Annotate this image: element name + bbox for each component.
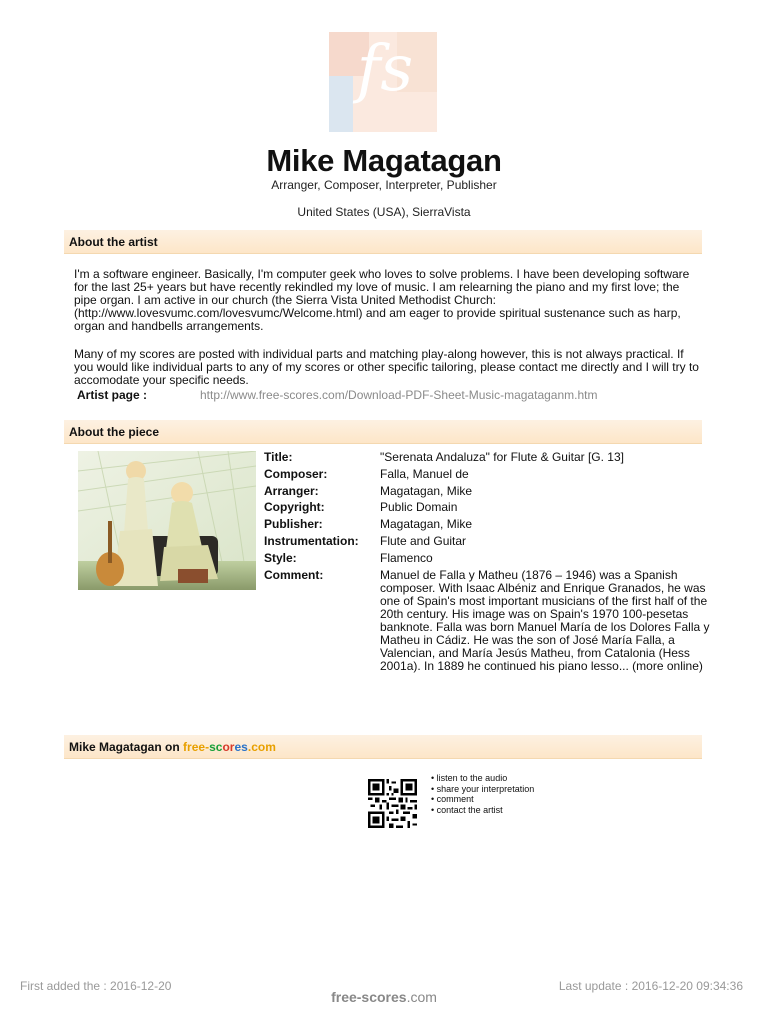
brand-letter: c [251,740,258,754]
free-scores-logo [329,32,437,132]
copyright-value: Public Domain [380,500,458,514]
artist-name: Mike Magatagan [266,143,502,178]
artist-roles: Arranger, Composer, Interpreter, Publisher [271,178,497,192]
last-update-date: Last update : 2016-12-20 09:34:36 [558,979,743,993]
brand-letter: c [215,740,223,754]
title-label: Title: [264,450,293,464]
copyright-label: Copyright: [264,500,325,514]
brand-letter: s [241,740,248,754]
brand-letter: e [198,740,206,754]
artist-page-link[interactable]: http://www.free-scores.com/Download-PDF-Sheet-Music-magataganm.htm [200,388,598,402]
feature-comment: • comment [431,794,474,804]
arranger-value: Magatagan, Mike [380,484,473,498]
freescores-brand-link[interactable] [183,740,276,754]
instrumentation-label: Instrumentation: [264,534,359,548]
publisher-label: Publisher: [264,517,323,531]
brand-letter: s [209,740,216,754]
brand-letter: r [229,740,235,754]
on-freescores-prefix: Mike Magatagan on [69,740,184,754]
brand-letter: o [257,740,266,754]
about-artist-heading: About the artist [64,230,702,254]
footer-logo-tld: .com [406,989,437,1005]
footer-freescores-logo[interactable] [0,989,768,1005]
artist-bio-paragraph-1: I'm a software engineer. Basically, I'm computer geek who loves to solve problems. I have been developing software for the last 25+ years but have recently rekindled my love of music. I am relearning the piano and my first love; the pipe organ. I am active in our church (the Sierra Vista United Methodist Church: (http://www.lovesvumc.com/lovesvumc/Welcome.html) and am eager to provide spiritual sustenance such as harp, organ and handbells arrangements. [74,267,690,333]
svg-text:fs: fs [356,32,414,106]
feature-share-interpretation: • share your interpretation [431,783,535,794]
about-piece-heading: About the piece [64,420,702,444]
qr-code[interactable] [367,779,418,828]
instrumentation-value: Flute and Guitar [380,534,467,548]
title-value: "Serenata Andaluza" for Flute & Guitar [G. 13] [380,450,624,464]
footer-logo-main: free-scores [331,989,407,1005]
brand-letter: o [222,740,230,754]
arranger-label: Arranger: [264,484,319,498]
comment-label: Comment: [264,568,324,582]
performers-photo [78,451,256,590]
on-freescores-heading [64,735,702,759]
brand-letter: e [191,740,199,754]
style-value: Flamenco [380,551,433,565]
brand-letter: f [183,740,188,754]
feature-contact-artist: • contact the artist [431,804,503,815]
brand-letter: m [265,740,276,754]
brand-letter: . [247,740,252,754]
style-label: Style: [264,551,297,565]
composer-label: Composer: [264,467,328,481]
brand-letter: - [205,740,210,754]
first-added-date: First added the : 2016-12-20 [20,979,172,993]
brand-letter: r [187,740,192,754]
artist-location: United States (USA), SierraVista [297,205,471,219]
brand-letter: e [234,740,242,754]
composer-value: Falla, Manuel de [380,467,469,481]
publisher-value: Magatagan, Mike [380,517,473,531]
feature-listen-audio: • listen to the audio [431,773,508,783]
artist-bio-paragraph-2: Many of my scores are posted with individual parts and matching play-along however, this is not always practical. If you would like individual parts to any of my scores or other specific tailoring, please contact me directly and I will try to accomodate your specific needs. [74,347,699,387]
comment-value: Manuel de Falla y Matheu (1876 – 1946) was a Spanish composer. With Isaac Albéniz and Enrique Granados, he was one of Spain's most important musicians of the first half of the 20th century. His image was on Spain's 1970 100-pesetas banknote. Falla was born Manuel María de los Dolores Falla y Matheu in Cádiz. He was the son of José María Falla, a Valencian, and María Jesús Matheu, from Catalonia (Hess 2001a). In 1889 he continued his piano lesso... (more online) [380,568,710,673]
freescores-feature-list [431,773,534,815]
artist-page-label: Artist page : [77,388,148,402]
